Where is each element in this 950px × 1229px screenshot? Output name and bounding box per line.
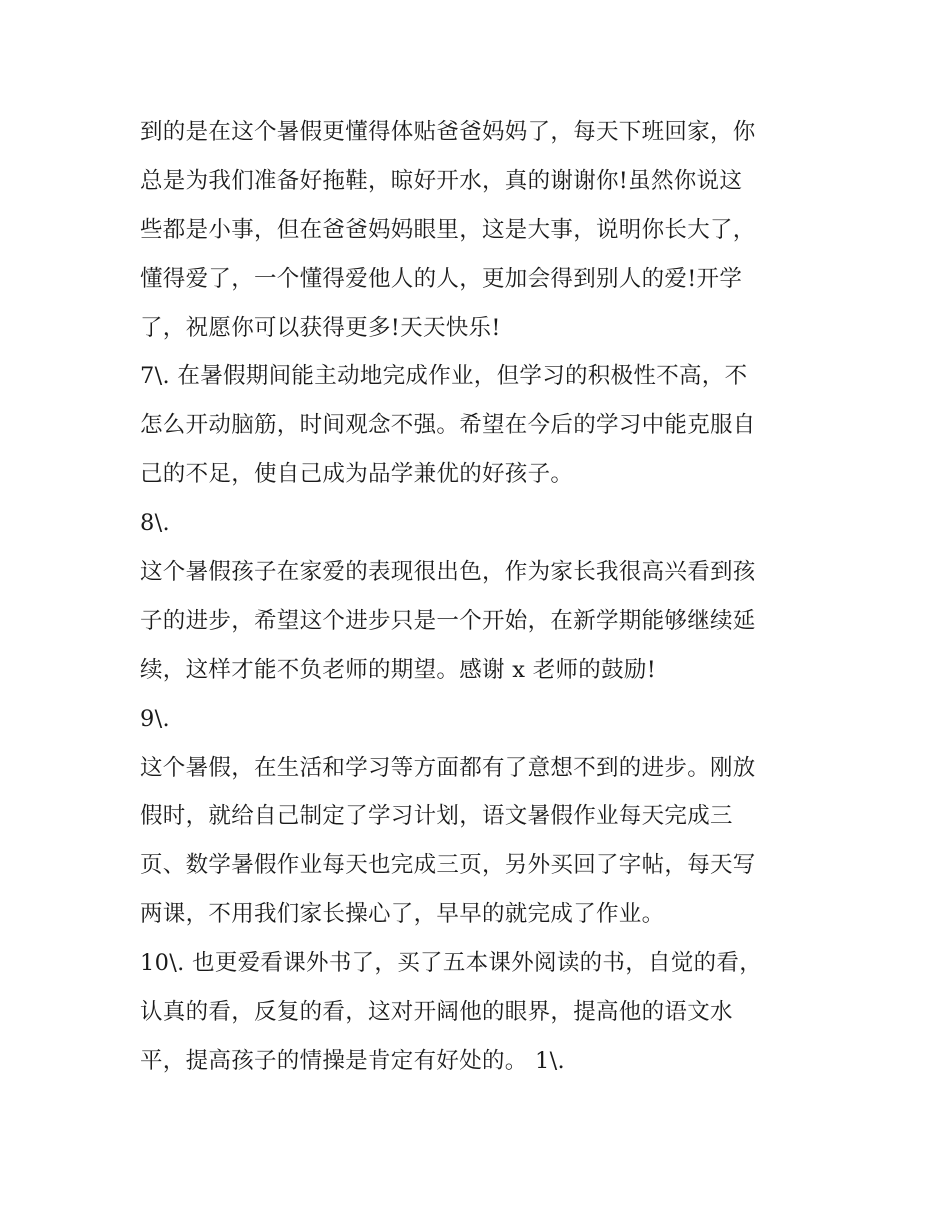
text-line: 到的是在这个暑假更懂得体贴爸爸妈妈了，每天下班回家，你 xyxy=(140,119,756,145)
text-line: 页、数学暑假作业每天也完成三页，另外买回了字帖，每天写 xyxy=(140,852,756,879)
text-line: 两课，不用我们家长操心了，早早的就完成了作业。 xyxy=(140,901,665,928)
item-8-number: 8\. xyxy=(140,510,170,537)
text-line: 子的进步，希望这个进步只是一个开始，在新学期能够继续延 xyxy=(140,607,756,634)
text-line: 平，提高孩子的情操是肯定有好处的。 1\. xyxy=(140,1047,566,1074)
text-line: 认真的看，反复的看，这对开阔他的眼界，提高他的语文水 xyxy=(140,999,733,1026)
text-line: 己的不足，使自己成为品学兼优的好孩子。 xyxy=(140,461,574,488)
text-line: 总是为我们准备好拖鞋，晾好开水，真的谢谢你!虽然你说这 xyxy=(140,167,743,194)
document-body xyxy=(140,108,820,1086)
text-line: 怎么开动脑筋，时间观念不强。希望在今后的学习中能克服自 xyxy=(140,412,756,439)
item-9-number: 9\. xyxy=(140,705,170,732)
item-7-line: 7\. 在暑假期间能主动地完成作业，但学习的积极性不高，不 xyxy=(140,363,748,390)
text-line: 这个暑假，在生活和学习等方面都有了意想不到的进步。刚放 xyxy=(140,754,756,781)
text-line: 些都是小事，但在爸爸妈妈眼里，这是大事，说明你长大了， xyxy=(140,216,756,243)
text-line: 续，这样才能不负老师的期望。感谢 x 老师的鼓励! xyxy=(140,656,657,683)
item-10-line: 10\. 也更爱看课外书了，买了五本课外阅读的书，自觉的看， xyxy=(140,950,763,977)
text-line: 了，祝愿你可以获得更多!天天快乐! xyxy=(140,314,501,341)
text-line: 假时，就给自己制定了学习计划，语文暑假作业每天完成三 xyxy=(140,803,733,830)
text-line: 这个暑假孩子在家爱的表现很出色，作为家长我很高兴看到孩 xyxy=(140,559,756,586)
text-line: 懂得爱了，一个懂得爱他人的人，更加会得到别人的爱!开学 xyxy=(140,265,743,292)
